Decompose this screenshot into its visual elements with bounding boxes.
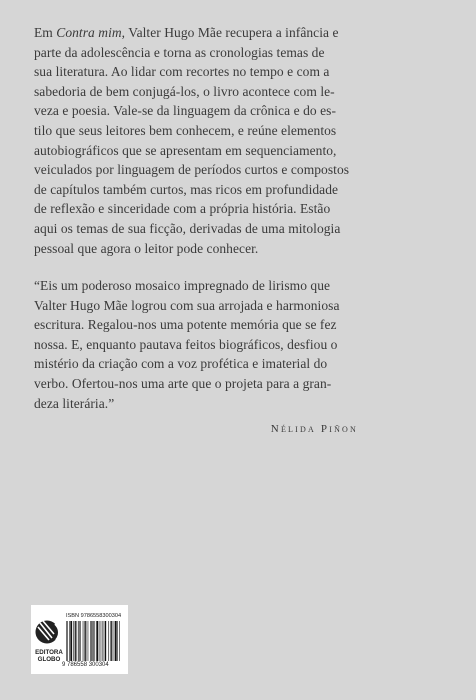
review-quote	[34, 276, 446, 413]
quote-line: “Eis um poderoso mosaico impregnado de lirismo que	[34, 278, 331, 293]
quote-line: escritura. Regalou-nos uma potente memória que se fez	[34, 317, 337, 333]
synopsis-line: sua literatura. Ao lidar com recortes no tempo e com a	[34, 64, 330, 80]
synopsis-line: aqui os temas de sua ficção, derivadas de uma mitologia	[34, 220, 341, 236]
synopsis-line: sabedoria de bem conjugá-los, o livro acontece com le-	[34, 83, 335, 99]
barcode-digits: 9 786558 300304	[62, 662, 109, 668]
synopsis-line: veiculados por linguagem de períodos curtos e compostos	[34, 162, 350, 178]
quote-author: Nélida Piñon	[270, 423, 358, 435]
barcode-panel	[31, 605, 128, 674]
quote-line: Valter Hugo Mãe logrou com sua arrojada e harmoniosa	[34, 297, 340, 313]
synopsis-line: autobiográficos que se apresentam em sequenciamento,	[34, 142, 337, 158]
synopsis-line: pessoal que agora o leitor pode conhecer.	[34, 240, 259, 256]
synopsis-line: de reflexão e sinceridade com a própria história. Estão	[34, 201, 331, 217]
book-title-italic: Contra mim	[56, 25, 122, 40]
ean-barcode-icon	[66, 621, 122, 661]
synopsis-line: parte da adolescência e torna as cronologias temas de	[34, 44, 325, 60]
synopsis-line: tilo que seus leitores bem conhecem, e reúne elementos	[34, 122, 337, 138]
quote-line: mistério da criação com a voz profética e imaterial do	[34, 356, 328, 372]
publisher-name: EDITORA GLOBO	[35, 649, 63, 663]
quote-line: verbo. Ofertou-nos uma arte que o projeta para a gran-	[34, 375, 332, 391]
quote-line: nossa. E, enquanto pautava feitos biográficos, desfiou o	[34, 336, 338, 352]
synopsis-line: de capítulos também curtos, mas ricos em profundidade	[34, 181, 339, 197]
quote-line: deza literária.”	[34, 395, 115, 411]
synopsis-paragraph	[34, 23, 446, 258]
synopsis-line: veza e poesia. Vale-se da linguagem da crônica e do es-	[34, 103, 336, 119]
isbn-label: ISBN 9786558300304	[66, 613, 122, 619]
synopsis-line: Em Contra mim, Valter Hugo Mãe recupera a infância e	[34, 25, 339, 40]
